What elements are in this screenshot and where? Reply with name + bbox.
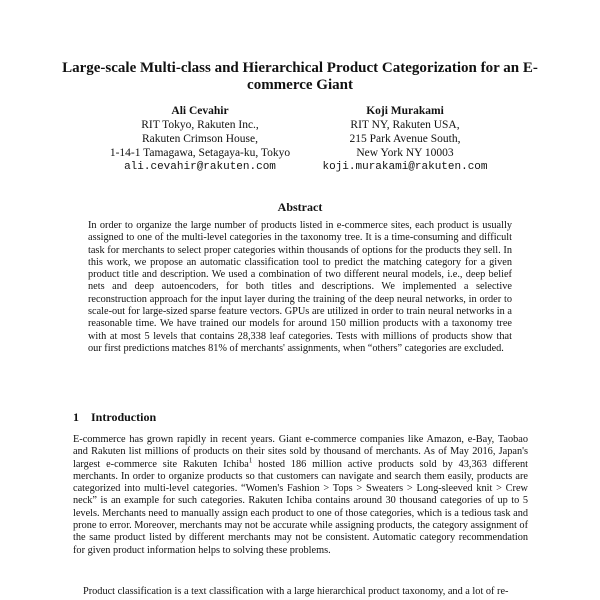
author-affiliation-line: Rakuten Crimson House, (142, 133, 258, 145)
author-affiliation-line: 215 Park Avenue South, (349, 133, 461, 145)
author-affiliation-line: RIT NY, Rakuten USA, (350, 119, 460, 131)
section-heading (73, 410, 156, 425)
intro-paragraph (73, 434, 528, 557)
author-block (100, 104, 300, 174)
intro-text-part1: E-commerce has grown rapidly in recent years. Giant e-commerce companies like Amazon, e-Bay, Taobao and Rakuten list millions of products on their sites sold by thousand of merchants. As of May 2016, Japan's largest e-commerce site Rakuten Ichiba (73, 434, 528, 470)
author-block (305, 104, 505, 174)
footnote-marker: 1 (248, 456, 253, 465)
intro-paragraph-2: Product classification is a text classification with a large hierarchical product taxonomy, and a lot of re- (83, 586, 509, 597)
author-name: Koji Murakami (366, 105, 444, 117)
author-name: Ali Cevahir (171, 105, 229, 117)
paper-title: Large-scale Multi-class and Hierarchical Product Categorization for an E-commerce Giant (62, 60, 538, 93)
abstract-text: In order to organize the large number of products listed in e-commerce sites, each product is usually assigned to one of the multi-level categories in the taxonomy tree. It is a time-consuming and difficult task for merchants to select proper categories within thousands of options for the products they sell. In this work, we propose an automatic classification tool to predict the matching category for a given product title and description. We used a combination of two different neural models, i.e., deep belief nets and deep autoencoders, for both titles and descriptions. We implemented a selective reconstruction approach for the input layer during the training of the deep neural networks, in order to scale-out for large-sized sparse feature vectors. GPUs are utilized in order to train neural networks in a reasonable time. We have trained our models for around 150 million products with a taxonomy tree with at most 5 levels that contains 28,338 leaf categories. Tests with millions of products show that our first predictions matches 81% of merchants' assignments, when “others” categories are excluded. (88, 220, 512, 354)
author-affiliation-line: 1-14-1 Tamagawa, Setagaya-ku, Tokyo (109, 147, 291, 159)
intro-text-part2: hosted 186 million active products sold by 43,363 different merchants. In order to organize products so that customers can navigate and search them easily, products are categorized into multi-level categories. “Women's Fashion > Tops > Sweaters > Long-sleeved knit > Crew neck” is an example for such categories. Rakuten Ichiba contains around 30 thousand categories of up to 5 levels. Merchants need to manually assign each product to one of those categories, which is a tedious task and prone to error. Moreover, merchants may not be accurate while assigning products, the category assignment of the same product listed by different merchants may not be consistent. Automatic category recommendation for given product information helps to solving these problems. (73, 458, 529, 556)
section-number: 1 (73, 410, 79, 424)
abstract-heading: Abstract (277, 200, 323, 214)
author-affiliation-line: New York NY 10003 (356, 147, 454, 159)
author-email: ali.cevahir@rakuten.com (124, 161, 276, 173)
author-email: koji.murakami@rakuten.com (322, 161, 488, 173)
author-affiliation-line: RIT Tokyo, Rakuten Inc., (141, 119, 259, 131)
section-title: Introduction (91, 410, 157, 424)
